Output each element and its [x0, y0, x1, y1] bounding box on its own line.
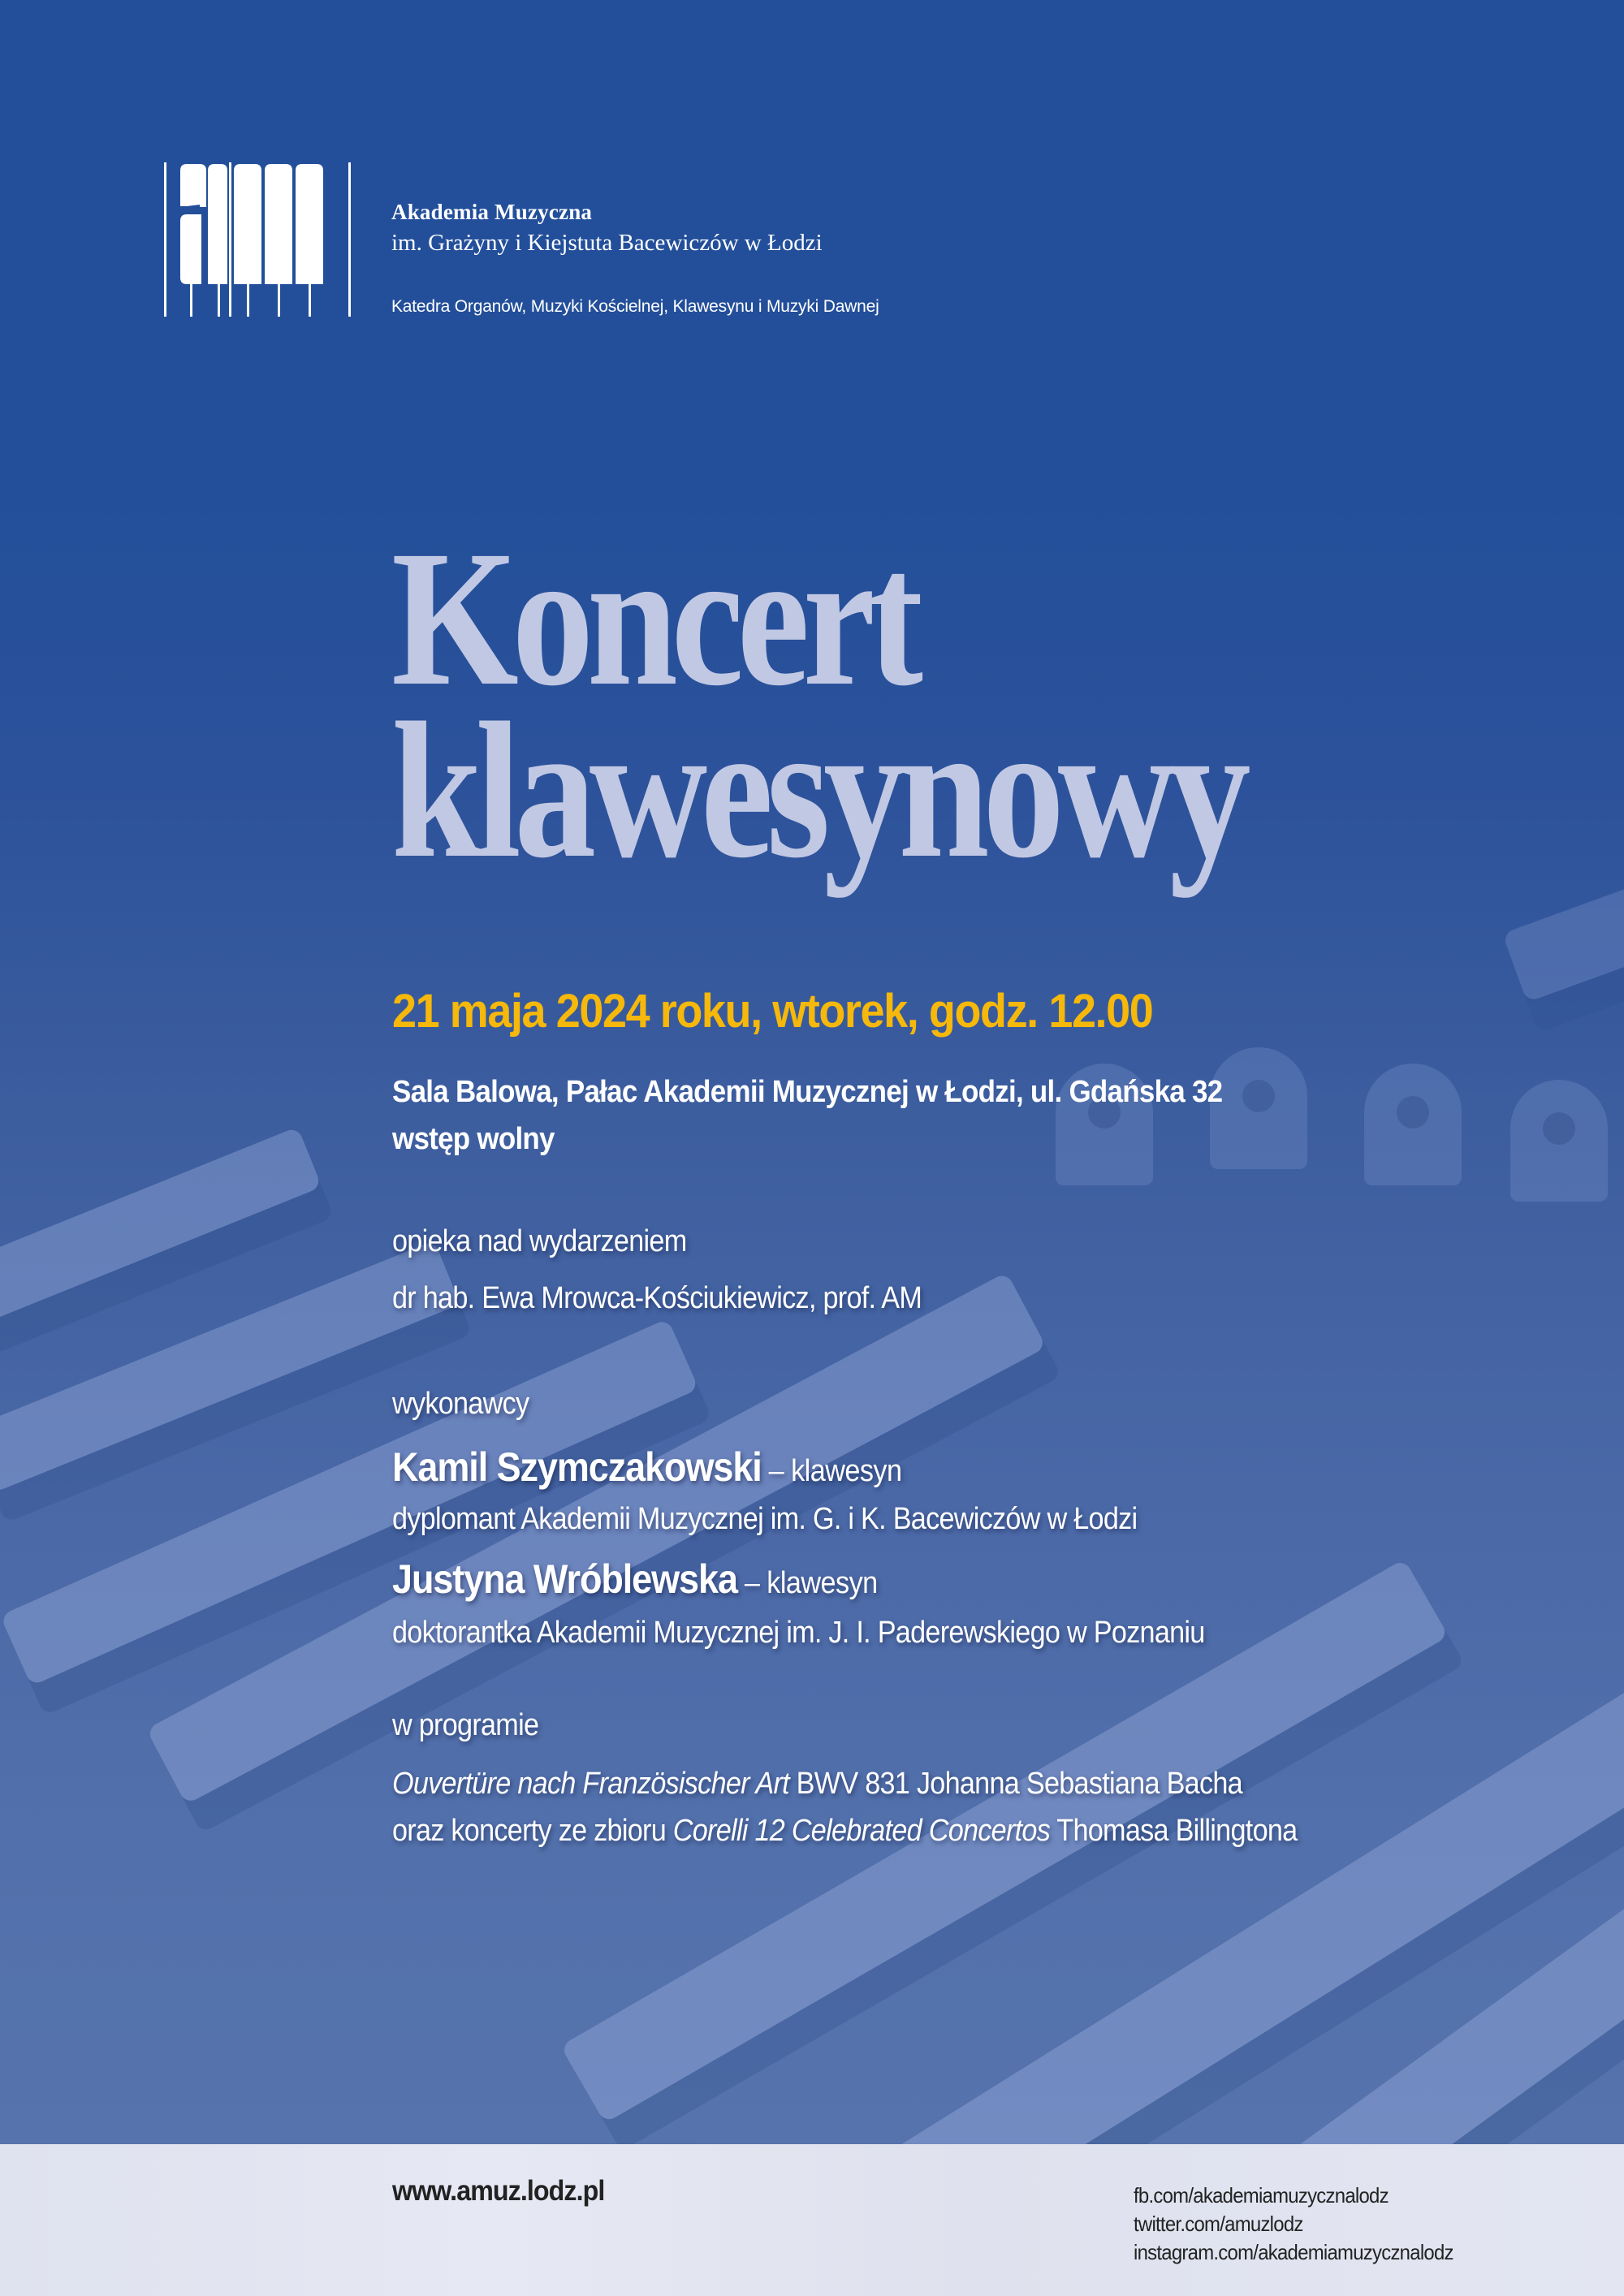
- instagram-link[interactable]: instagram.com/akademiamuzycznalodz: [1134, 2240, 1453, 2264]
- program-line-2: [392, 1814, 1297, 1849]
- institution-name: Akademia Muzyczna: [391, 200, 593, 224]
- department-name: Katedra Organów, Muzyki Kościelnej, Klawesynu i Muzyki Dawnej: [391, 297, 879, 316]
- social-links: [1134, 2182, 1453, 2267]
- performers-label: wykonawcy: [392, 1387, 529, 1421]
- title-line-1: Koncert: [391, 510, 917, 726]
- facebook-link[interactable]: fb.com/akademiamuzycznalodz: [1134, 2183, 1389, 2208]
- performer-1: [392, 1444, 901, 1491]
- website-link[interactable]: www.amuz.lodz.pl: [392, 2175, 605, 2207]
- performer-instrument: – klawesyn: [761, 1454, 902, 1488]
- event-admission: wstęp wolny: [392, 1122, 555, 1156]
- event-venue-block: [392, 1068, 1222, 1163]
- institution-subtitle: im. Grażyny i Kiejstuta Bacewiczów w Łodzi: [391, 230, 823, 256]
- institution-block: [391, 200, 823, 257]
- event-date-time: 21 maja 2024 roku, wtorek, godz. 12.00: [392, 985, 1153, 1038]
- performer-1-affiliation: dyplomant Akademii Muzycznej im. G. i K. Bacewiczów w Łodzi: [392, 1502, 1138, 1536]
- piano-keys-am-logo-icon: [164, 162, 351, 317]
- performer-2: [392, 1556, 878, 1603]
- performer-name: Justyna Wróblewska: [392, 1556, 737, 1602]
- footer: [0, 2144, 1624, 2296]
- program-label: w programie: [392, 1708, 539, 1742]
- program-work-title: Ouvertüre nach Französischer Art: [392, 1767, 789, 1801]
- twitter-link[interactable]: twitter.com/amuzlodz: [1134, 2212, 1303, 2236]
- event-venue: Sala Balowa, Pałac Akademii Muzycznej w Łodzi, ul. Gdańska 32: [392, 1075, 1223, 1109]
- title-line-2: klawesynowy: [391, 682, 1245, 898]
- academy-logo: [164, 162, 351, 317]
- program-line-suffix: Thomasa Billingtona: [1050, 1814, 1298, 1848]
- performer-name: Kamil Szymczakowski: [392, 1444, 762, 1490]
- patronage-person: dr hab. Ewa Mrowca-Kościukiewicz, prof. AM: [392, 1281, 922, 1315]
- poster-title: [391, 510, 1245, 898]
- performer-2-affiliation: doktorantka Akademii Muzycznej im. J. I. Paderewskiego w Poznaniu: [392, 1616, 1205, 1650]
- program-line-prefix: oraz koncerty ze zbioru: [392, 1814, 673, 1848]
- program-work-detail: BWV 831 Johanna Sebastiana Bacha: [788, 1767, 1242, 1801]
- patronage-label: opieka nad wydarzeniem: [392, 1224, 687, 1258]
- program-collection-title: Corelli 12 Celebrated Concertos: [672, 1814, 1051, 1848]
- performer-instrument: – klawesyn: [736, 1566, 878, 1600]
- program-line-1: [392, 1767, 1242, 1802]
